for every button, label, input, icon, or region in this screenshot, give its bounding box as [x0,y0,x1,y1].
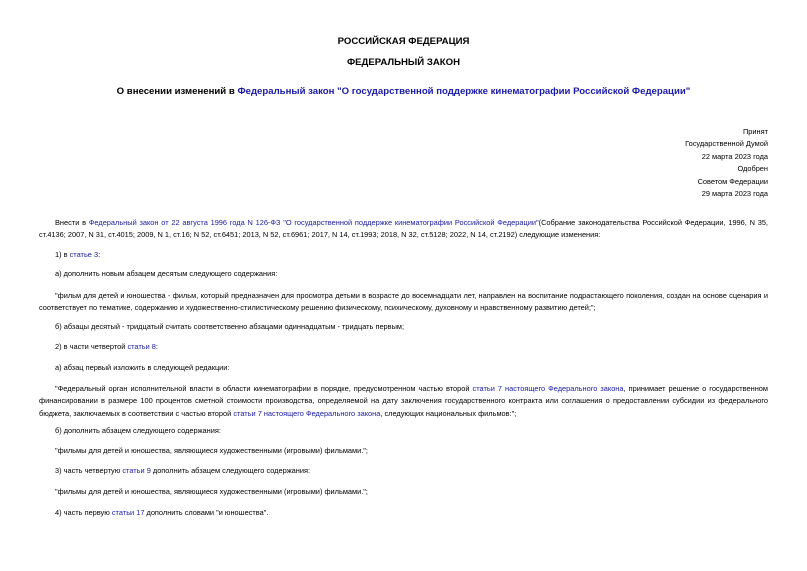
law-type-heading: ФЕДЕРАЛЬНЫЙ ЗАКОН [346,57,461,68]
article-7-link-1[interactable]: статьи 7 настоящего Федерального закона [472,384,624,393]
intro-text-1: Внести в [55,218,89,227]
article-3-link[interactable]: статье 3 [69,250,99,259]
item-3-text-2: дополнить абзацем следующего содержания: [150,466,311,475]
item-2-text: 2) в части четвертой [55,342,128,351]
article-8-link[interactable]: статьи 8 [127,342,156,351]
item-2-colon: : [155,342,158,351]
item-2a-text-2: , принимает решение о государственном финансировании в размере 100 процентов сметной стоимости производства, определяемой на дату заключения государственного контракта или соглашения о предоставлении субсидии из федерального бюджета, заключаемых в соответствии с частью второй [39,384,768,418]
item-1b: б) абзацы десятый - тридцатый считать соответственно абзацами одиннадцатым - тридцать первым; [55,322,405,331]
article-7-link-2[interactable]: статьи 7 настоящего Федерального закона [233,408,381,418]
item-2 [39,341,768,353]
item-3-text-1: 3) часть четвертую [55,466,123,475]
adopted-label: Принят [742,127,768,136]
law-title-prefix: О внесении изменений в [116,86,238,97]
article-17-link[interactable]: статьи 17 [111,508,145,517]
intro-paragraph [39,217,768,242]
item-2a-text-1: "Федеральный орган исполнительной власти в области кинематографии в порядке, предусмотренном частью второй [55,384,473,393]
item-3 [39,465,768,477]
adopted-by: Государственной Думой [685,139,768,149]
article-9-link[interactable]: статьи 9 [122,466,151,475]
item-2b: б) дополнить абзацем следующего содержания: [55,426,221,435]
item-4-text-2: дополнить словами "и юношества". [144,508,269,517]
item-3-text: "фильмы для детей и юношества, являющиеся художественными (игровыми) фильмами."; [55,487,368,496]
adoption-block [685,126,768,200]
item-2b-text: "фильмы для детей и юношества, являющиеся художественными (игровыми) фильмами."; [55,446,368,455]
approved-date: 29 марта 2023 года [701,189,768,199]
intro-law-link[interactable]: Федеральный закон от 22 августа 1996 года N 126-ФЗ "О государственной поддержке кинематографии Российской Федерации" [88,218,539,227]
item-2a: а) абзац первый изложить в следующей редакции: [55,363,230,372]
item-1a: а) дополнить новым абзацем десятым следующего содержания: [55,269,278,278]
adopted-date: 22 марта 2023 года [701,151,768,161]
approved-by: Советом Федерации [697,176,768,186]
intro-text-2: (Собрание законодательства Российской Федерации, 1996, N 35, ст.4136; 2007, N 31, ст.4015; 2009, N 1, ст.16; N 52, ст.6451; 2013, N 52, ст.6961; 2017, N 14, ст.1993; 2018, N 32, ст.5128; 2022, N 14, ст.2192) следующие изменения: [39,218,768,240]
item-2a-text [39,383,768,420]
law-title-link[interactable]: Федеральный закон "О государственной поддержке кинематографии Российской Федерации" [237,86,691,97]
country-heading: РОССИЙСКАЯ ФЕДЕРАЦИЯ [337,36,470,47]
law-title [0,86,807,97]
item-1 [39,249,768,261]
item-1a-definition: "фильм для детей и юношества - фильм, который предназначен для просмотра детьми в возрасте до восемнадцати лет, направлен на воспитание подрастающего поколения, создан на основе сценария и соответствует по тематике, содержанию и художественно-стилистическому решению физическому, психическому, духовному и нравственному развитию детей;"; [39,291,768,313]
item-4-text-1: 4) часть первую [55,508,112,517]
item-1-colon: : [98,250,101,259]
item-2a-text-3: , следующих национальных фильмов:"; [380,408,517,418]
approved-label: Одобрен [737,164,768,174]
item-4 [39,507,768,519]
item-1-text: 1) в [55,250,70,259]
